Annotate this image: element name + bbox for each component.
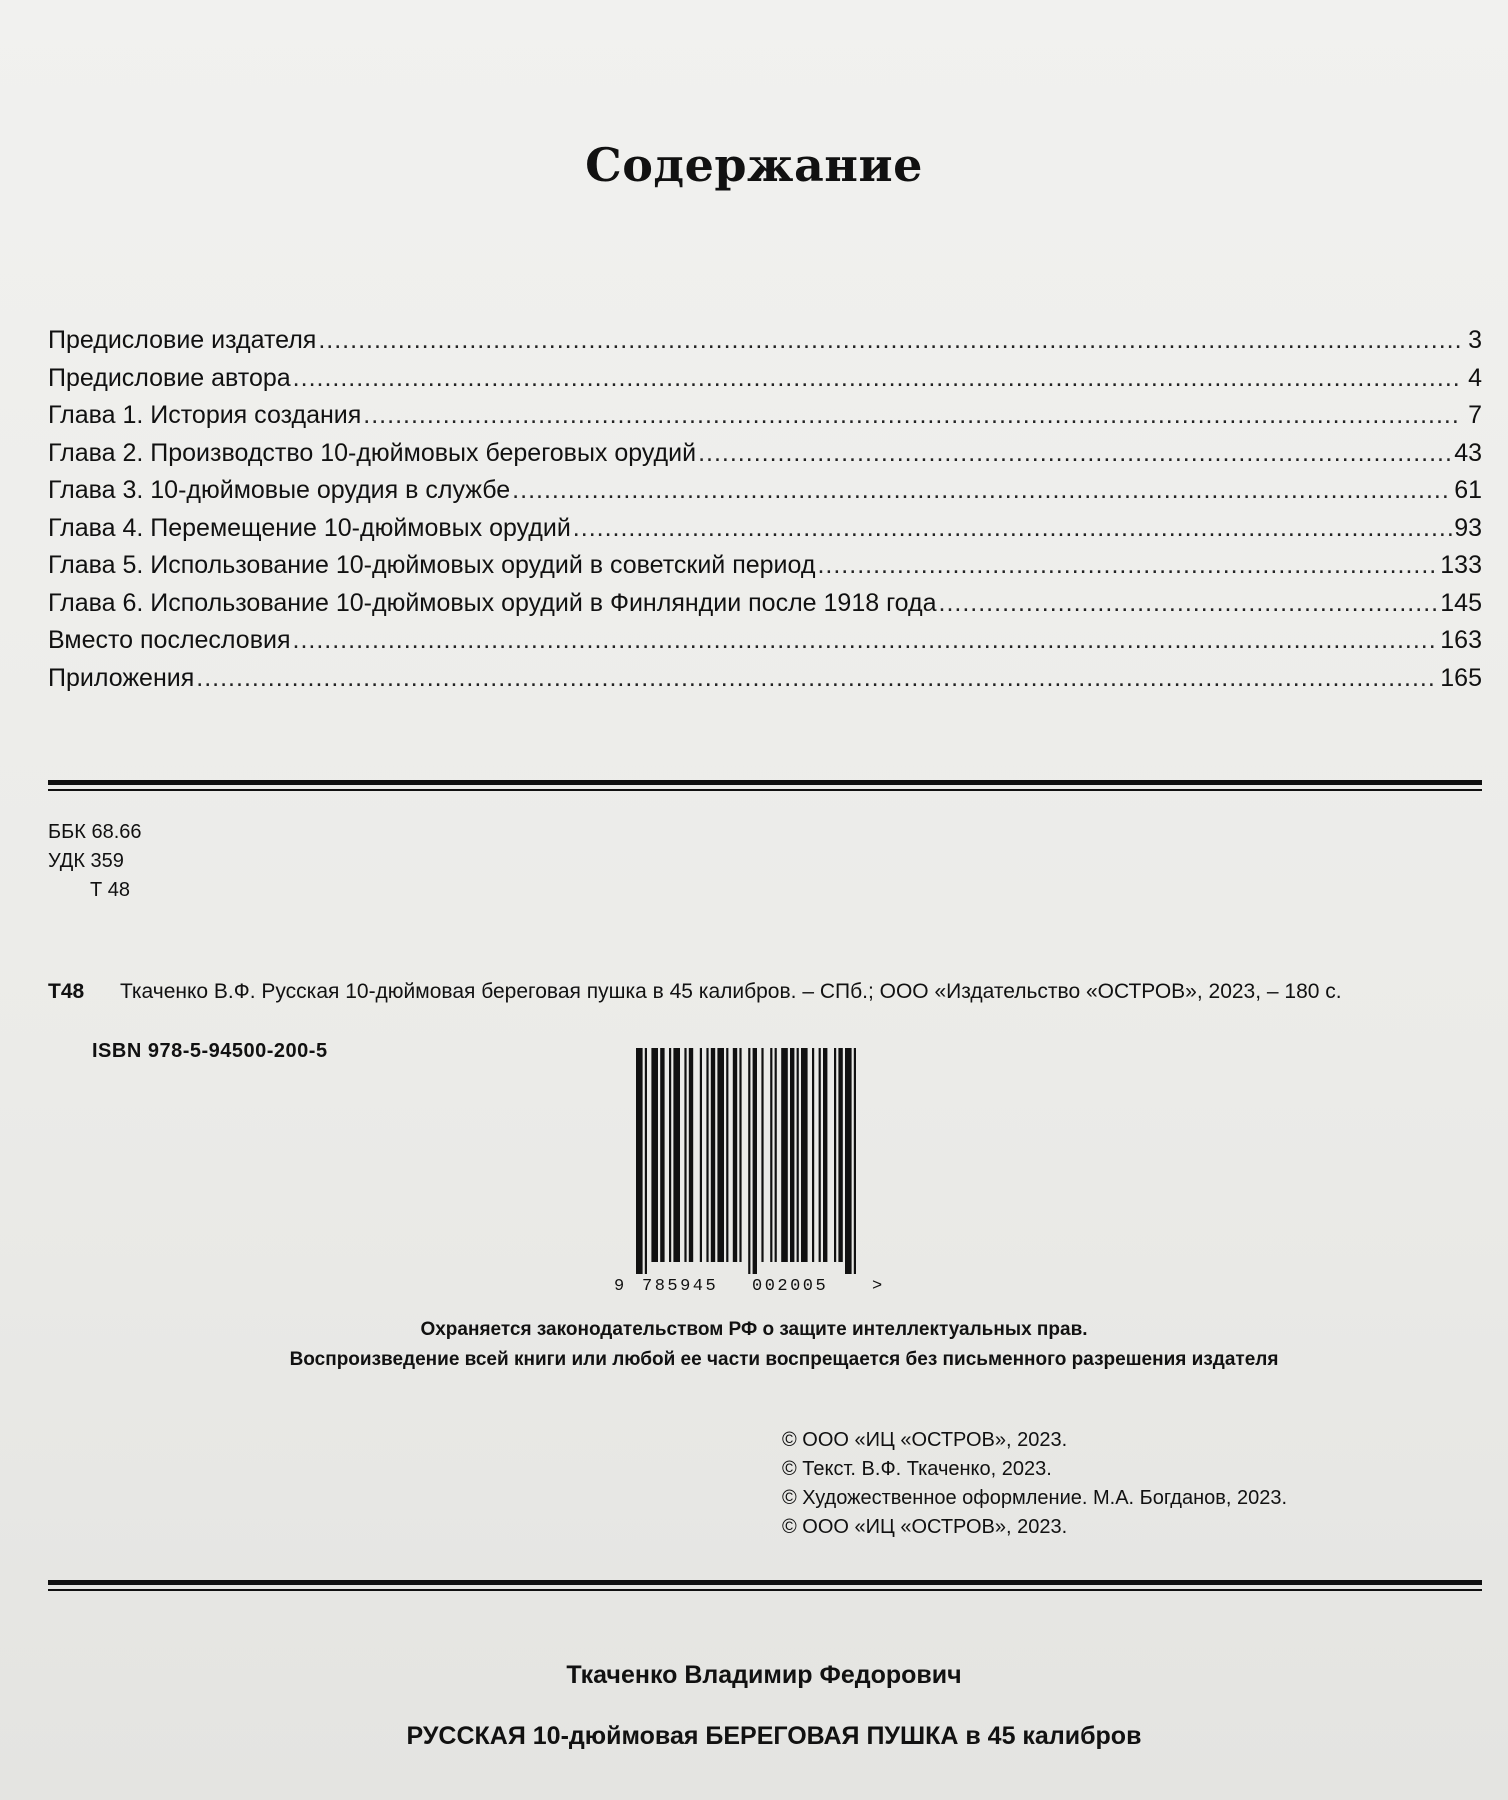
barcode-bar — [801, 1048, 808, 1262]
toc-entry-label: Глава 5. Использование 10-дюймовых орудий в советский период — [48, 551, 816, 579]
barcode-bar — [660, 1048, 664, 1262]
barcode-bar — [834, 1048, 836, 1262]
classification-codes — [48, 818, 142, 905]
barcode-bar — [775, 1048, 777, 1262]
toc-page-number: 133 — [1440, 551, 1482, 579]
toc-dot-leader — [817, 551, 1438, 580]
barcode-marker: > — [872, 1277, 883, 1296]
toc-page-number: 165 — [1440, 663, 1482, 692]
toc-page-number: 43 — [1454, 438, 1482, 467]
barcode — [612, 1048, 888, 1304]
barcode-bar — [797, 1048, 799, 1262]
toc-page-number: 93 — [1454, 513, 1482, 542]
toc-entry-label: Глава 1. История создания — [48, 401, 362, 429]
toc-page-number: 7 — [1468, 401, 1482, 429]
toc-dot-leader — [698, 439, 1452, 468]
toc-dot-leader — [512, 476, 1452, 505]
barcode-bar — [700, 1048, 702, 1262]
rights-line-2: Воспроизведение всей книги или любой ее части воспрещается без письменного разрешения издателя — [289, 1349, 1279, 1370]
barcode-digits-group2: 002005 — [752, 1277, 829, 1296]
toc-page-number: 163 — [1440, 626, 1482, 654]
author-mark: Т 48 — [90, 879, 131, 901]
barcode-bar — [651, 1048, 658, 1262]
divider-thick — [48, 1580, 1482, 1585]
toc-page-number: 4 — [1468, 363, 1482, 392]
toc-row — [48, 664, 1482, 702]
barcode-bar — [739, 1048, 741, 1262]
barcode-bar — [645, 1048, 647, 1274]
bbk-code: ББК 68.66 — [48, 821, 142, 843]
barcode-bar — [733, 1048, 737, 1262]
table-of-contents — [48, 326, 1482, 701]
copyright-block — [782, 1426, 1287, 1542]
toc-page-number: 145 — [1440, 588, 1482, 617]
book-title: РУССКАЯ 10-дюймовая БЕРЕГОВАЯ ПУШКА в 45 калибров — [406, 1722, 1142, 1750]
toc-entry-label: Предисловие автора — [48, 363, 291, 392]
toc-dot-leader — [363, 401, 1460, 430]
toc-dot-leader — [293, 626, 1439, 655]
barcode-bar — [711, 1048, 715, 1262]
copyright-line: © Художественное оформление. М.А. Богданов, 2023. — [782, 1487, 1288, 1509]
toc-row — [48, 439, 1482, 477]
toc-entry-label: Глава 6. Использование 10-дюймовых орудий в Финляндии после 1918 года — [48, 588, 937, 617]
toc-row — [48, 551, 1482, 589]
barcode-bar — [753, 1048, 757, 1274]
barcode-bar — [854, 1048, 856, 1274]
barcode-bar — [684, 1048, 686, 1262]
toc-dot-leader — [293, 364, 1460, 393]
isbn-number: ISBN 978-5-94500-200-5 — [92, 1040, 328, 1062]
toc-row — [48, 326, 1482, 364]
barcode-bar — [726, 1048, 728, 1262]
toc-entry-label: Глава 3. 10-дюймовые орудия в службе — [48, 476, 511, 504]
barcode-bars — [636, 1048, 856, 1274]
barcode-bar — [673, 1048, 680, 1262]
barcode-bar — [636, 1048, 643, 1274]
author-name: Ткаченко Владимир Федорович — [566, 1661, 962, 1689]
barcode-bar — [838, 1048, 842, 1262]
copyright-line: © ООО «ИЦ «ОСТРОВ», 2023. — [782, 1516, 1068, 1538]
page-title: Содержание — [585, 138, 923, 192]
bibliographic-text: Ткаченко В.Ф. Русская 10-дюймовая береговая пушка в 45 калибров. – СПб.; ООО «Издательство «ОСТРОВ», 2023, – 180 с. — [120, 980, 1342, 1003]
bibliographic-record — [48, 980, 1488, 1004]
divider-thin — [48, 789, 1482, 791]
rights-line-1: Охраняется законодательством РФ о защите интеллектуальных прав. — [420, 1319, 1088, 1340]
rights-notice — [0, 1315, 1508, 1375]
toc-dot-leader — [939, 589, 1439, 618]
barcode-bar — [790, 1048, 794, 1262]
toc-dot-leader — [196, 664, 1438, 693]
bibliographic-code: Т48 — [48, 980, 85, 1003]
barcode-bar — [689, 1048, 693, 1262]
barcode-bar — [845, 1048, 852, 1274]
udk-code: УДК 359 — [48, 850, 124, 872]
barcode-digits-group1: 785945 — [642, 1277, 719, 1296]
toc-entry-label: Глава 4. Перемещение 10-дюймовых орудий — [48, 513, 571, 542]
toc-row — [48, 364, 1482, 402]
toc-entry-label: Приложения — [48, 663, 195, 692]
toc-dot-leader — [573, 514, 1452, 543]
barcode-bar — [770, 1048, 772, 1262]
divider-thick — [48, 780, 1482, 785]
barcode-bar — [812, 1048, 814, 1262]
barcode-bar — [669, 1048, 671, 1262]
barcode-bar — [717, 1048, 724, 1262]
divider-thin — [48, 1589, 1482, 1591]
toc-dot-leader — [318, 326, 1460, 355]
barcode-bar — [748, 1048, 750, 1274]
toc-entry-label: Вместо послесловия — [48, 626, 291, 654]
toc-entry-label: Предисловие издателя — [48, 326, 317, 354]
toc-row — [48, 626, 1482, 664]
copyright-line: © ООО «ИЦ «ОСТРОВ», 2023. — [782, 1429, 1068, 1451]
barcode-bar — [706, 1048, 708, 1262]
barcode-bar — [781, 1048, 788, 1262]
toc-row — [48, 589, 1482, 627]
toc-entry-label: Глава 2. Производство 10-дюймовых береговых орудий — [48, 438, 697, 467]
barcode-bar — [761, 1048, 763, 1262]
toc-page-number: 3 — [1468, 326, 1482, 354]
toc-row — [48, 514, 1482, 552]
toc-row — [48, 401, 1482, 439]
copyright-line: © Текст. В.Ф. Ткаченко, 2023. — [782, 1458, 1052, 1480]
barcode-digit-left: 9 — [614, 1277, 625, 1296]
barcode-bar — [819, 1048, 821, 1262]
barcode-bar — [823, 1048, 827, 1262]
toc-page-number: 61 — [1454, 476, 1482, 504]
toc-row — [48, 476, 1482, 514]
